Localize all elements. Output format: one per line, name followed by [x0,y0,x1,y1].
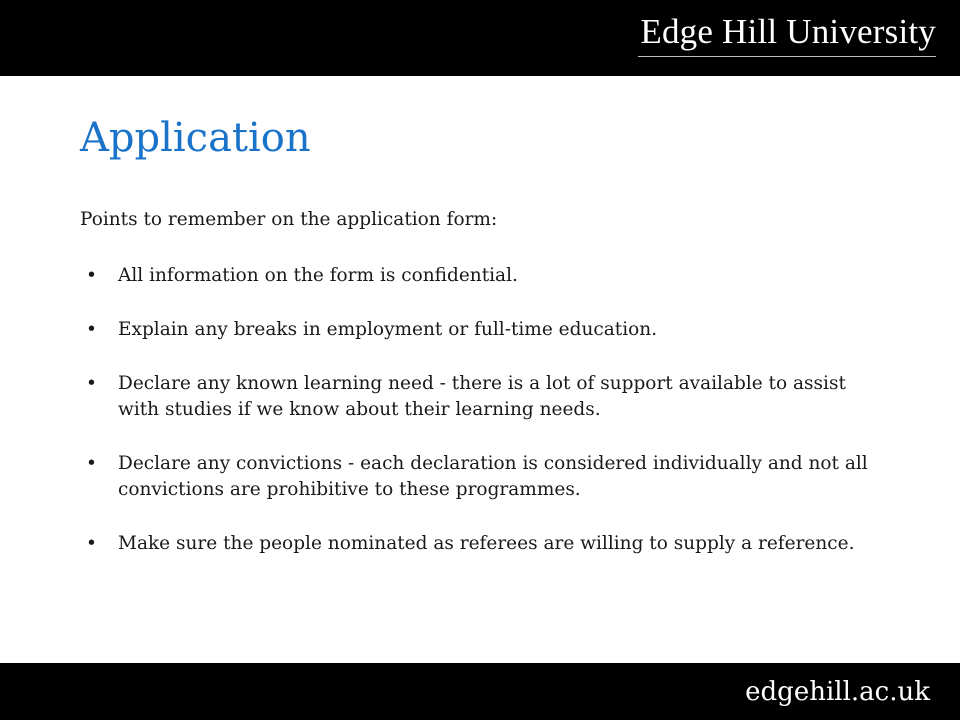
slide-title: Application [80,115,311,161]
bullet-icon: • [86,319,97,340]
bullet-icon: • [86,373,97,394]
bullet-icon: • [86,453,97,474]
bullet-icon: • [86,533,97,554]
brand-name: Edge Hill University [640,12,936,51]
bullet-item [80,451,880,503]
bullet-icon: • [86,265,97,286]
bullet-list [80,263,880,557]
slide-content [80,207,880,585]
university-logo [636,10,936,57]
bullet-text: Make sure the people nominated as referees are willing to supply a reference. [118,533,855,554]
brand-underline [638,56,936,57]
bullet-item [80,317,880,343]
bullet-item [80,263,880,289]
bullet-item [80,371,880,423]
footer-url: edgehill.ac.uk [745,677,930,707]
bullet-item [80,531,880,557]
header-bar [0,0,960,76]
footer-bar [0,663,960,720]
bullet-text: Explain any breaks in employment or full-time education. [118,319,658,340]
intro-text: Points to remember on the application form: [80,209,498,230]
bullet-text: Declare any convictions - each declaration is considered individually and not all convictions are prohibitive to these programmes. [118,453,868,500]
bullet-text: Declare any known learning need - there is a lot of support available to assist with studies if we know about their learning needs. [118,373,846,420]
bullet-text: All information on the form is confidential. [118,265,518,286]
